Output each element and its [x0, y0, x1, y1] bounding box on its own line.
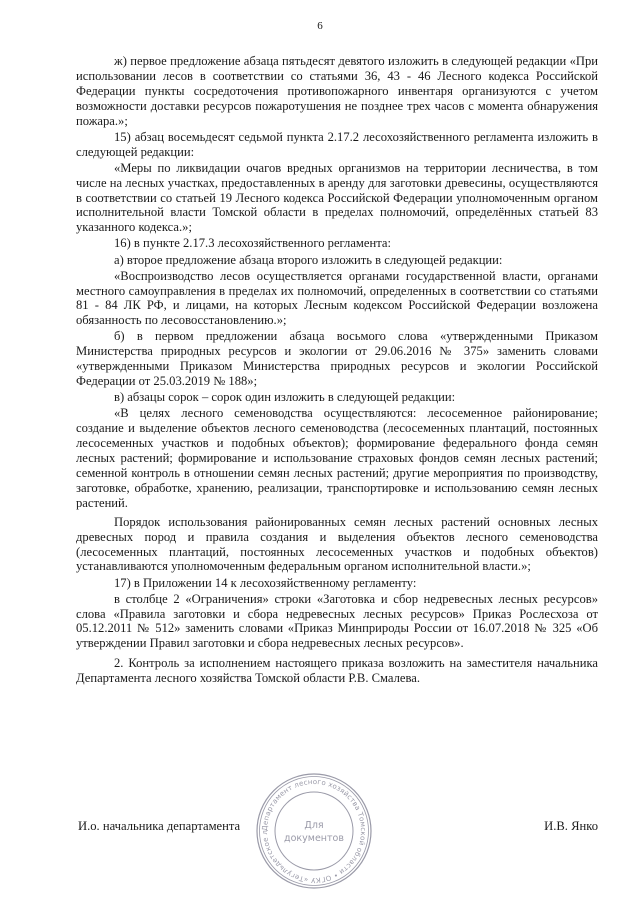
paragraph-seed-usage-order: Порядок использования районированных семян лесных растений основных лесных древесных пород и правила создания и выделения объектов лесного семеноводства (лесосеменных плантаций, постоянных лесосеменных участков и подобных объектов) устанавливаются уполномоченным федеральным органом исполнительной власти.»; — [76, 514, 598, 574]
paragraph-16v: в) абзацы сорок – сорок один изложить в следующей редакции: — [114, 390, 456, 405]
stamp-center-line1: Для — [304, 820, 324, 831]
stamp-ring-text: Департамент лесного хозяйства Томской области • ОГКУ «Тегульдетское л — [260, 777, 368, 885]
signature-position: И.о. начальника департамента — [78, 819, 241, 833]
document-body — [76, 54, 598, 687]
paragraph-15: 15) абзац восемьдесят седьмой пункта 2.17.2 лесохозяйственного регламента изложить в следующей редакции: — [76, 129, 598, 159]
paragraph-zh: ж) первое предложение абзаца пятьдесят девятого изложить в следующей редакции «При использовании лесов в соответствии со статьями 36, 43 - 46 Лесного кодекса Российской Федерации пункты сосредоточения противопожарного инвентаря организуются с учетом возможности доставки ресурсов пожаротушения не позднее трех часов с момента обнаружения пожара.»; — [76, 54, 598, 128]
paragraph-quote-seed-breeding: «В целях лесного семеноводства осуществляются: лесосеменное районирование; создание и выделение объектов лесного семеноводства (лесосеменных плантаций, постоянных лесосеменных участков и подобных объектов); формирование федерального фонда семян лесных растений; формирование и использование страховых фондов семян лесных растений; семенной контроль в отношении семян лесных растений; другие мероприятия по производству, заготовке, обработке, хранению, реализации, транспортировке и использованию семян лесных растений. — [76, 406, 598, 510]
stamp-center-line2: документов — [284, 833, 344, 844]
paragraph-17: 17) в Приложении 14 к лесохозяйственному регламенту: — [114, 575, 417, 590]
paragraph-16a: а) второе предложение абзаца второго изложить в следующей редакции: — [114, 252, 503, 267]
signature-name: И.В. Янко — [544, 819, 598, 833]
paragraph-quote-pest-measures: «Меры по ликвидации очагов вредных организмов на территории лесничества, в том числе на лесных участках, предоставленных в аренду для заготовки древесины, осуществляются в соответствии со статьей 19 Лесного кодекса Российской Федерации уполномоченным органом исполнительной власти Томской области в пределах полномочий, определённых статьей 83 указанного кодекса.»; — [76, 160, 598, 235]
paragraph-16b: б) в первом предложении абзаца восьмого слова «утвержденными Приказом Министерства природных ресурсов и экологии от 29.06.2016 № 375» заменить словами «утвержденными Приказом Министерства природных ресурсов и экологии Российской Федерации от 25.03.2019 № 188»; — [76, 329, 598, 389]
paragraph-quote-reproduction: «Воспроизводство лесов осуществляется органами государственной власти, органами местного самоуправления в пределах их полномочий, определенных в соответствии со статьями 81 - 84 ЛК РФ, и лицами, на которых Лесным кодексом Российской Федерации возложена обязанность по лесовосстановлению.»; — [76, 268, 598, 328]
paragraph-control: 2. Контроль за исполнением настоящего приказа возложить на заместителя начальника Департамента лесного хозяйства Томской области Р.В. Смалева. — [76, 656, 598, 686]
page-number: 6 — [317, 20, 323, 32]
paragraph-16: 16) в пункте 2.17.3 лесохозяйственного регламента: — [114, 236, 391, 251]
signature-block — [78, 819, 598, 839]
paragraph-17-column2: в столбце 2 «Ограничения» строки «Заготовка и сбор недревесных лесных ресурсов» слова «Правила заготовки и сбора недревесных лесных ресурсов» Приказ Рослесхоза от 05.12.2011 № 512» заменить словами «Приказ Минприроды России от 16.07.2018 № 325 «Об утверждении Правил заготовки и сбора недревесных лесных ресурсов». — [76, 591, 598, 651]
